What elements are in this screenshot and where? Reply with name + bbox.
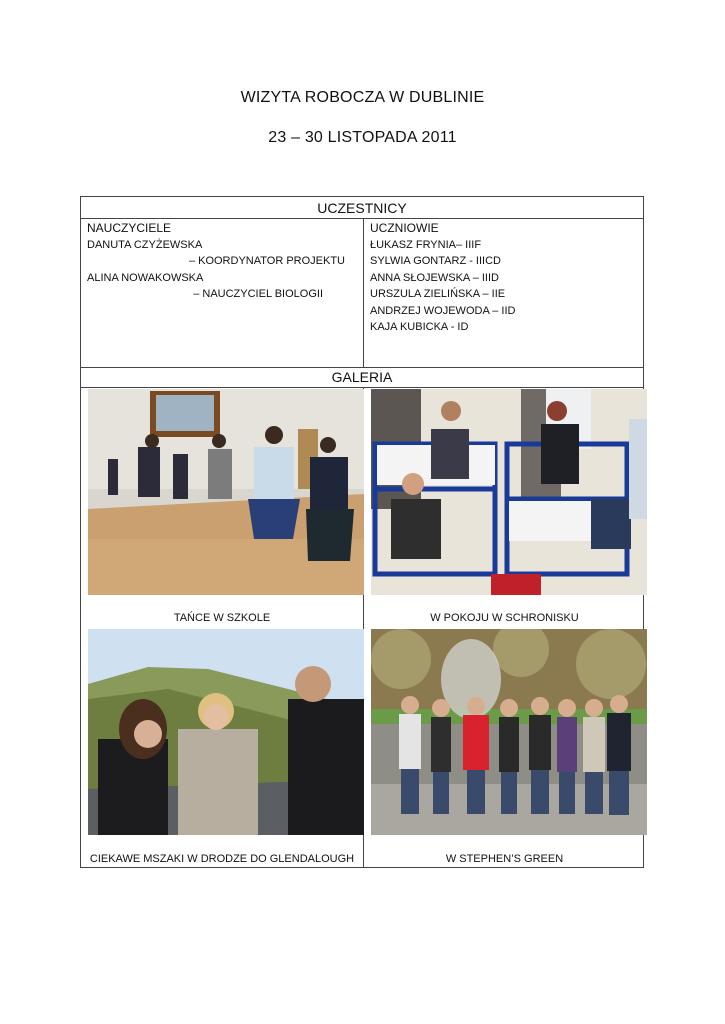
caption-glendalough-mosses: CIEKAWE MSZAKI W DRODZE DO GLENDALOUGH	[89, 853, 355, 865]
divider	[81, 367, 643, 368]
caption-school-dance: TAŃCE W SZKOLE	[173, 612, 271, 624]
teacher-name: ALINA NOWAKOWSKA	[87, 271, 204, 284]
divider	[81, 218, 643, 219]
caption-hostel-room: W POKOJU W SCHRONISKU	[430, 612, 579, 624]
student-entry: ŁUKASZ FRYNIA– IIIF	[370, 238, 482, 251]
document-dates: 23 – 30 LISTOPADA 2011	[268, 129, 457, 146]
section-heading-gallery: GALERIA	[331, 369, 393, 385]
teacher-name: DANUTA CZYŻEWSKA	[87, 238, 203, 251]
caption-stephens-green: W STEPHEN’S GREEN	[445, 853, 564, 865]
student-entry: ANDRZEJ WOJEWODA – IID	[370, 304, 516, 317]
teachers-heading: NAUCZYCIELE	[87, 221, 172, 235]
document-title: WIZYTA ROBOCZA W DUBLINIE	[240, 89, 485, 106]
photo-school-dance	[88, 389, 364, 595]
info-table	[80, 196, 644, 868]
divider	[81, 387, 643, 388]
teacher-role: – NAUCZYCIEL BIOLOGII	[193, 288, 323, 300]
photo-hostel-room	[371, 389, 647, 595]
students-heading: UCZNIOWIE	[370, 221, 439, 235]
student-entry: URSZULA ZIELIŃSKA – IIE	[370, 288, 506, 300]
student-entry: SYLWIA GONTARZ - IIICD	[370, 255, 501, 267]
section-heading-participants: UCZESTNICY	[317, 200, 407, 216]
photo-stephens-green	[371, 629, 647, 835]
student-entry: ANNA SŁOJEWSKA – IIID	[370, 271, 499, 284]
photo-glendalough-mosses	[88, 629, 364, 835]
divider	[363, 218, 364, 367]
teachers-column	[87, 220, 357, 303]
student-entry: KAJA KUBICKA - ID	[370, 321, 469, 333]
teacher-role: – KOORDYNATOR PROJEKTU	[188, 255, 345, 267]
students-column	[370, 220, 640, 336]
